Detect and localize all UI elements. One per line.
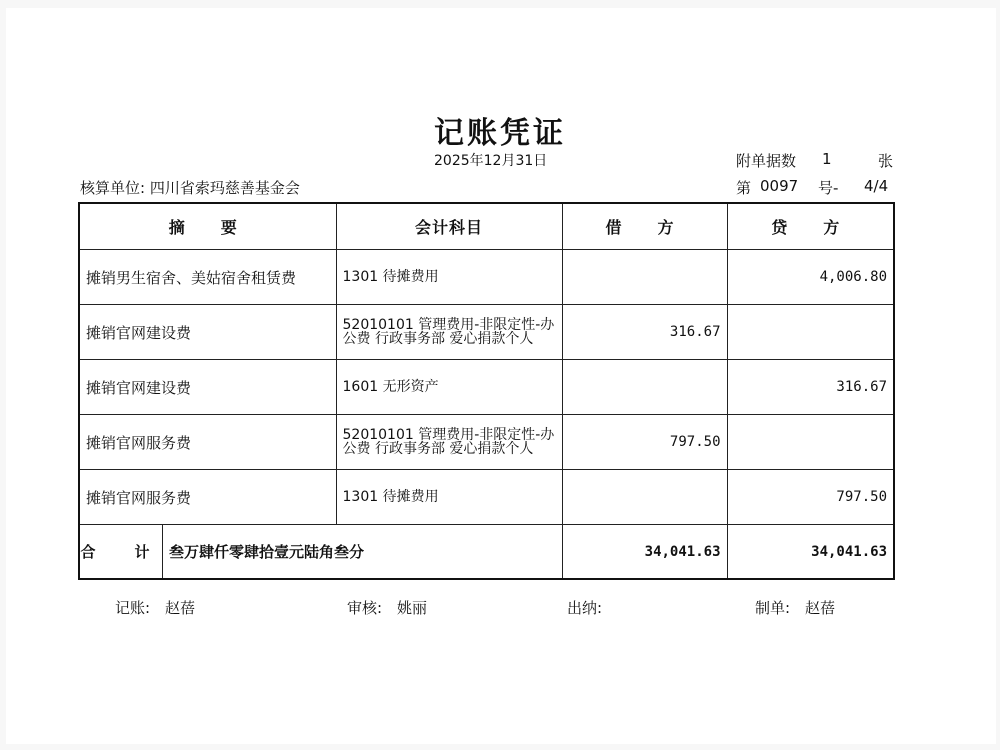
total-amount-words: 叁万肆仟零肆拾壹元陆角叁分 [169, 543, 365, 561]
table-row [79, 305, 894, 360]
row-debit: 797.50 [562, 415, 727, 470]
voucher-number-suffix: 号- [818, 179, 839, 197]
row-credit: 316.67 [727, 360, 894, 415]
total-debit: 34,041.63 [562, 525, 727, 580]
column-header-summary: 摘 要 [79, 203, 336, 250]
row-credit [727, 415, 894, 470]
row-account: 52010101 管理费用-非限定性-办公费 行政事务部 爱心捐款个人 [336, 415, 562, 470]
row-summary: 摊销官网建设费 [79, 305, 336, 360]
accounting-unit [80, 177, 300, 198]
table-row [79, 415, 894, 470]
row-summary: 摊销官网服务费 [79, 470, 336, 525]
column-header-account: 会计科目 [336, 203, 562, 250]
row-account: 1301 待摊费用 [336, 250, 562, 305]
row-debit [562, 360, 727, 415]
total-credit: 34,041.63 [727, 525, 894, 580]
voucher-date: 2025年12月31日 [434, 153, 548, 169]
row-summary: 摊销官网服务费 [79, 415, 336, 470]
preparer-signature: 制单: 赵蓓 [755, 599, 836, 617]
voucher-number-value: 0097 [760, 177, 799, 195]
total-cell [79, 525, 562, 580]
row-account: 52010101 管理费用-非限定性-办公费 行政事务部 爱心捐款个人 [336, 305, 562, 360]
attachment-unit: 张 [878, 152, 894, 170]
voucher-number-prefix: 第 [736, 179, 752, 197]
row-credit: 797.50 [727, 470, 894, 525]
column-header-credit: 贷 方 [727, 203, 894, 250]
row-credit: 4,006.80 [727, 250, 894, 305]
attachment-label: 附单据数 [736, 152, 797, 170]
row-account: 1301 待摊费用 [336, 470, 562, 525]
table-row [79, 250, 894, 305]
bookkeeper-signature: 记账: 赵蓓 [115, 599, 196, 617]
row-credit [727, 305, 894, 360]
row-debit [562, 470, 727, 525]
attachment-number: 1 [822, 150, 832, 168]
row-summary: 摊销官网建设费 [79, 360, 336, 415]
reviewer-signature: 审核: 姚丽 [347, 599, 428, 617]
total-label: 合 计 [80, 525, 163, 578]
table-row [79, 470, 894, 525]
table-header-row [79, 203, 894, 250]
accounting-unit-name: 四川省索玛慈善基金会 [149, 179, 300, 197]
row-summary: 摊销男生宿舍、美姑宿舍租赁费 [79, 250, 336, 305]
cashier-signature: 出纳: [567, 599, 603, 617]
row-account: 1601 无形资产 [336, 360, 562, 415]
column-header-debit: 借 方 [562, 203, 727, 250]
table-row [79, 360, 894, 415]
voucher-title: 记账凭证 [434, 116, 566, 151]
total-row [79, 525, 894, 580]
row-debit [562, 250, 727, 305]
row-debit: 316.67 [562, 305, 727, 360]
voucher-table [78, 202, 895, 580]
voucher-page: 4/4 [864, 177, 889, 195]
accounting-unit-label: 核算单位: [80, 179, 146, 197]
